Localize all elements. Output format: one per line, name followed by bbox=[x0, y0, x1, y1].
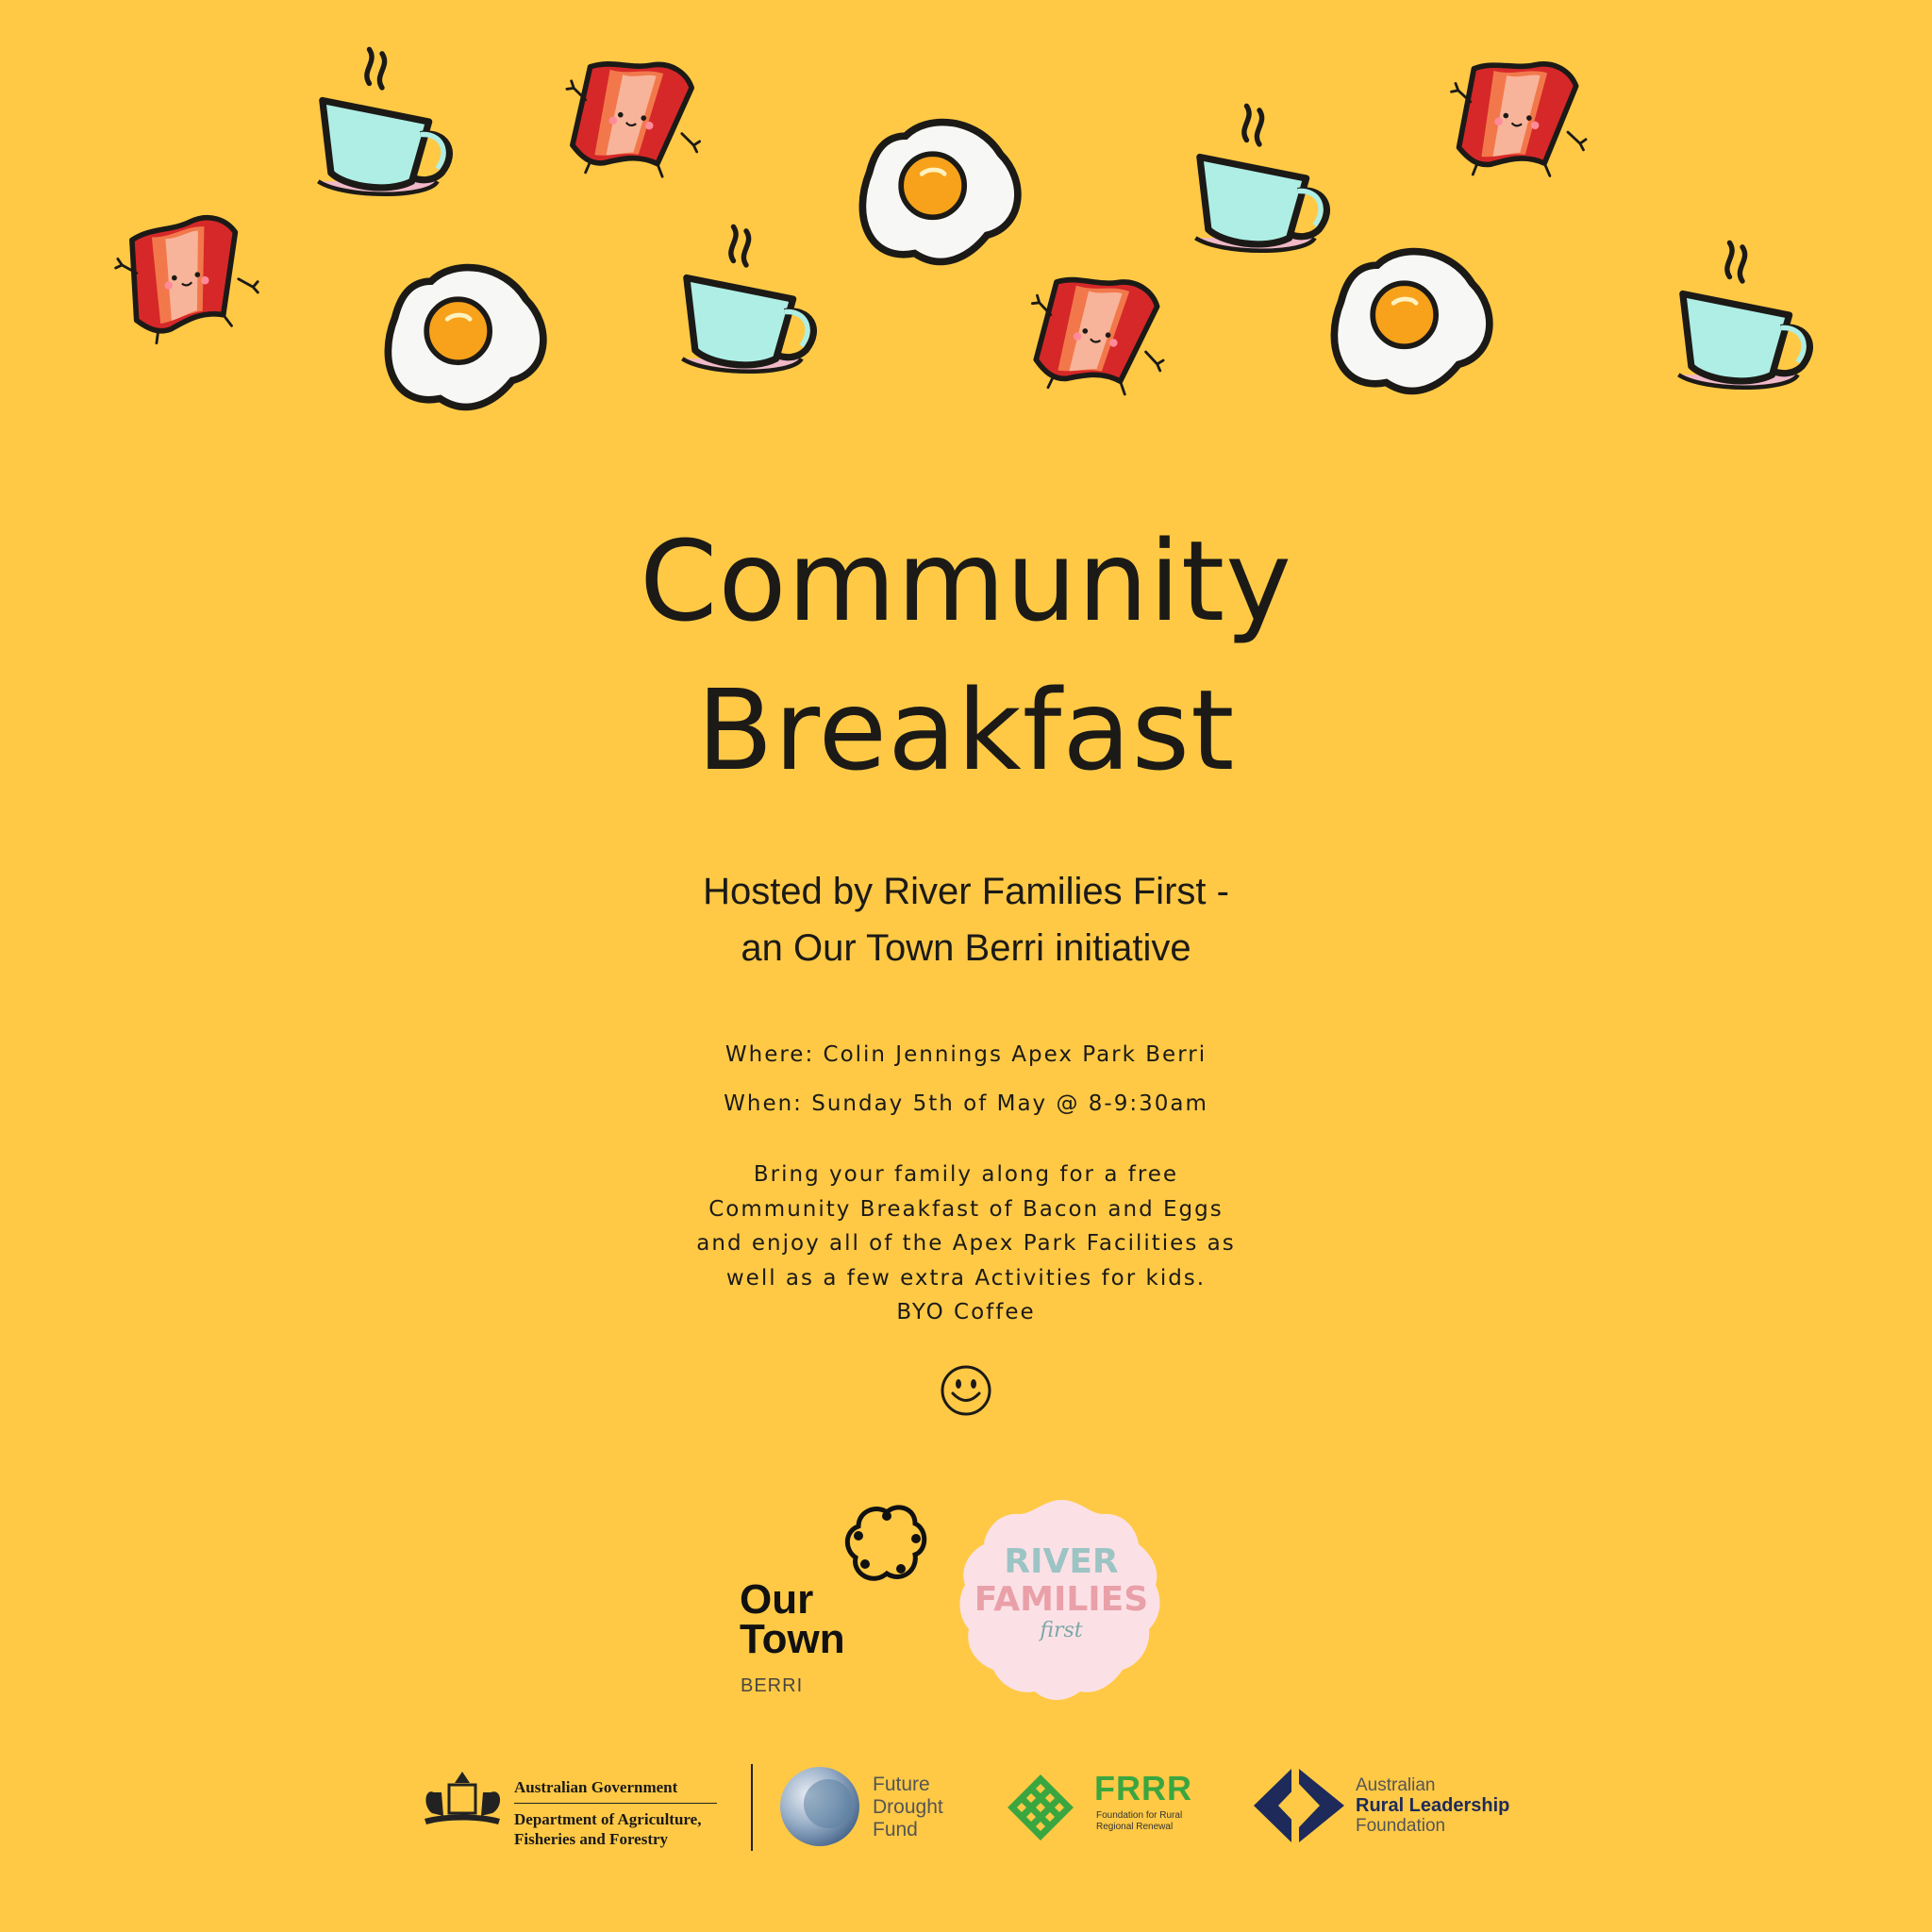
bacon-icon bbox=[1019, 266, 1198, 441]
fried-egg-icon bbox=[1314, 241, 1507, 410]
gov-rule bbox=[514, 1803, 717, 1804]
title-line-1: Community bbox=[640, 516, 1292, 646]
fried-egg-icon bbox=[842, 111, 1036, 281]
hosted-by-text bbox=[0, 863, 1932, 976]
gov-dept-line-2: Fisheries and Forestry bbox=[514, 1830, 669, 1848]
fdf-line-2: Drought bbox=[873, 1796, 943, 1818]
coat-of-arms-icon bbox=[415, 1764, 509, 1830]
description-line: Community Breakfast of Bacon and Eggs bbox=[708, 1196, 1224, 1222]
bacon-icon bbox=[555, 49, 734, 224]
rff-line-1: RIVER bbox=[1004, 1542, 1119, 1581]
our-town-sub: BERRI bbox=[741, 1675, 804, 1696]
smiley-face-icon bbox=[940, 1364, 992, 1417]
frrr-line-1: Foundation for Rural bbox=[1096, 1810, 1183, 1821]
our-town-line-2: Town bbox=[740, 1616, 845, 1662]
gov-dept bbox=[514, 1809, 701, 1849]
coffee-cup-icon bbox=[1653, 231, 1841, 410]
description-line: Bring your family along for a free bbox=[753, 1162, 1179, 1187]
description-line: BYO Coffee bbox=[896, 1300, 1036, 1324]
title-line-2: Breakfast bbox=[696, 665, 1236, 795]
when-text: When: Sunday 5th of May @ 8-9:30am bbox=[724, 1091, 1208, 1116]
fried-egg-icon bbox=[368, 257, 561, 426]
where-text: Where: Colin Jennings Apex Park Berri bbox=[724, 1042, 1208, 1067]
fdf-line-3: Fund bbox=[873, 1819, 918, 1840]
fdf-line-1: Future bbox=[873, 1774, 930, 1795]
arlf-line-3: Foundation bbox=[1356, 1816, 1446, 1836]
rff-line-2: FAMILIES bbox=[974, 1580, 1149, 1619]
logo-divider bbox=[751, 1764, 753, 1851]
coffee-cup-icon bbox=[657, 215, 845, 394]
our-town-logo-icon bbox=[844, 1503, 929, 1590]
our-town-line-1: Our bbox=[740, 1576, 814, 1623]
our-town-logo-text bbox=[740, 1576, 845, 1662]
hosted-line-1: Hosted by River Families First - bbox=[703, 871, 1229, 912]
arlf-line-2: Rural Leadership bbox=[1356, 1795, 1510, 1816]
fdf-text bbox=[873, 1774, 943, 1841]
frrr-logo-icon bbox=[1003, 1770, 1078, 1845]
bacon-icon bbox=[111, 206, 291, 380]
description-line: and enjoy all of the Apex Park Facilities as bbox=[696, 1231, 1236, 1256]
description bbox=[0, 1158, 1932, 1330]
arlf-logo-icon bbox=[1250, 1767, 1348, 1844]
page-title bbox=[0, 507, 1932, 805]
rff-line-3: first bbox=[1040, 1619, 1083, 1642]
hosted-line-2: an Our Town Berri initiative bbox=[741, 927, 1191, 969]
description-line: well as a few extra Activities for kids. bbox=[725, 1265, 1207, 1291]
bacon-icon bbox=[1441, 49, 1620, 224]
arlf-line-1: Australian bbox=[1356, 1775, 1436, 1795]
frrr-line-2: Regional Renewal bbox=[1096, 1822, 1174, 1832]
frrr-acronym: FRRR bbox=[1094, 1769, 1192, 1807]
coffee-cup-icon bbox=[292, 38, 481, 217]
gov-name: Australian Government bbox=[514, 1778, 678, 1796]
frrr-full-name bbox=[1096, 1810, 1182, 1833]
gov-dept-line-1: Department of Agriculture, bbox=[514, 1810, 702, 1828]
future-drought-fund-logo-icon bbox=[779, 1766, 860, 1847]
